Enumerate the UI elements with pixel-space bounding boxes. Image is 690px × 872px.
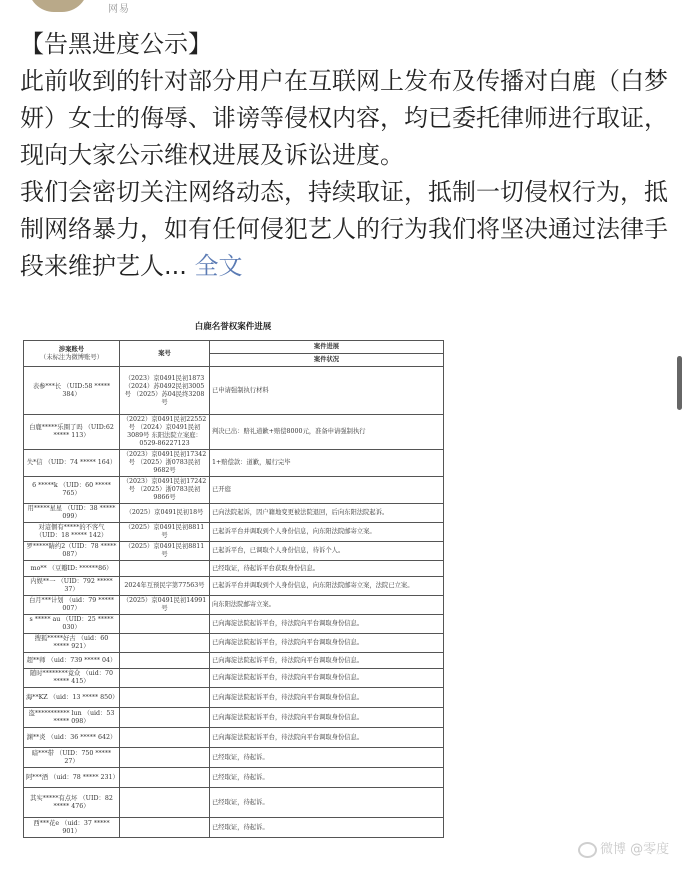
post-heading: 【告黑进度公示】	[20, 30, 212, 58]
caseno-cell	[120, 818, 210, 838]
caseno-cell	[120, 669, 210, 688]
caseno-cell: （2025）京0491民初14991号	[120, 596, 210, 615]
caseno-cell	[120, 788, 210, 818]
header-account: 涉案账号 （未标注为微博账号）	[24, 341, 120, 367]
table-row	[24, 367, 444, 415]
table-row	[24, 728, 444, 748]
table-row	[24, 768, 444, 788]
watermark: 微博 @零度	[578, 838, 669, 858]
caseno-cell: （2023）京0491民初17242号 （2025）浙0783民初9866号	[120, 477, 210, 504]
status-cell: 判决已出：赔礼道歉+赔偿8000元，准备申请强制执行	[210, 415, 444, 450]
table-row	[24, 669, 444, 688]
header-caseno: 案号	[120, 341, 210, 367]
table-row	[24, 450, 444, 477]
caseno-cell: （2025）京0491民初8811号	[120, 542, 210, 561]
caseno-cell	[120, 561, 210, 577]
header-progress: 案件进展	[210, 341, 444, 354]
caseno-cell	[120, 768, 210, 788]
table-row	[24, 688, 444, 708]
avatar[interactable]	[28, 0, 88, 12]
status-cell: 已经取证，待起诉。	[210, 788, 444, 818]
account-cell: 失*信 （UID：74 ***** 164）	[24, 450, 120, 477]
account-cell: 用*****星星 （UID：38 ***** 099）	[24, 504, 120, 523]
status-cell: 已向法院起诉，因户籍地变更被法院退回，后向东阳法院起诉。	[210, 504, 444, 523]
case-table	[23, 340, 444, 838]
table-row	[24, 504, 444, 523]
post-paragraph-1: 此前收到的针对部分用户在互联网上发布及传播对白鹿（白梦妍）女士的侮辱、诽谤等侵权内容，均已委托律师进行取证，现向大家公示维权进展及诉讼进度。	[20, 67, 668, 169]
author-name[interactable]: 网易	[108, 4, 130, 15]
table-row	[24, 596, 444, 615]
caseno-cell	[120, 634, 210, 653]
account-cell: 搜狐*****好古 （uid：60 ***** 921）	[24, 634, 120, 653]
caseno-cell	[120, 708, 210, 728]
status-cell: 已向海淀法院起诉平台，待法院向平台调取身份信息。	[210, 708, 444, 728]
account-cell: 超**师 （uid：739 ***** 04）	[24, 653, 120, 669]
header-status: 案件状况	[210, 354, 444, 367]
status-cell: 1+赔偿款：道歉，履行完毕	[210, 450, 444, 477]
post-paragraph-2-text: 我们会密切关注网络动态，持续取证，抵制一切侵权行为，抵制网络暴力，如有任何侵犯艺人的行为我们将坚决通过法律手段来维护艺人...	[20, 178, 668, 280]
table-row	[24, 577, 444, 596]
account-cell: 阿***酒 （uid：78 ***** 231）	[24, 768, 120, 788]
table-row	[24, 523, 444, 542]
expand-full-text-link[interactable]: 全文	[194, 252, 243, 280]
status-cell: 向东阳法院邮寄立案。	[210, 596, 444, 615]
caseno-cell: （2025）京0491民初18号	[120, 504, 210, 523]
caseno-cell	[120, 688, 210, 708]
status-cell: 已向海淀法院起诉平台，待法院向平台调取身份信息。	[210, 688, 444, 708]
account-cell: 白鹿*****乐圈了吗 （UID:62 ***** 113）	[24, 415, 120, 450]
caseno-cell: （2023）京0491民初17342号 （2025）浙0783民初9682号	[120, 450, 210, 477]
account-cell: 内娱**一 （UID：792 ***** 37）	[24, 577, 120, 596]
account-cell: 白月***计划 （uid：79 ***** 007）	[24, 596, 120, 615]
status-cell: 已经取证，待起诉。	[210, 748, 444, 768]
caseno-cell	[120, 615, 210, 634]
table-row	[24, 748, 444, 768]
status-cell: 已向海淀法院起诉平台，待法院向平台调取身份信息。	[210, 728, 444, 748]
status-cell: 已申请强制执行材料	[210, 367, 444, 415]
status-cell: 已向海淀法院起诉平台，待法院向平台调取身份信息。	[210, 669, 444, 688]
scrollbar[interactable]	[677, 356, 682, 410]
table-row	[24, 634, 444, 653]
table-row	[24, 818, 444, 838]
status-cell: 已向海淀法院起诉平台，待法院向平台调取身份信息。	[210, 653, 444, 669]
status-cell: 已经取证，待起诉。	[210, 818, 444, 838]
caseno-cell: 2024年互预民字第77563号	[120, 577, 210, 596]
account-cell: mo** （豆瓣ID: ******86）	[24, 561, 120, 577]
table-row	[24, 653, 444, 669]
account-cell: 随时********竟众 （uid：70 ***** 415）	[24, 669, 120, 688]
caseno-cell: （2025）京0491民初8811号	[120, 523, 210, 542]
status-cell: 已起诉平台并调取到个人身份信息，向东阳法院邮寄立案，法院已立案。	[210, 577, 444, 596]
caseno-cell	[120, 728, 210, 748]
account-cell: 暗***带 （UID：750 ***** 27）	[24, 748, 120, 768]
status-cell: 已经取证，待起诉。	[210, 768, 444, 788]
table-row	[24, 788, 444, 818]
account-cell: 表参***长 （UID:58 ***** 384）	[24, 367, 120, 415]
table-row	[24, 477, 444, 504]
table-row	[24, 615, 444, 634]
caseno-cell: （2022）京0491民初22552号 （2024）京0491民初3089号 东阳法院立案庭：0529-86227123	[120, 415, 210, 450]
post-paragraph-2	[20, 174, 670, 285]
status-cell: 已向海淀法院起诉平台，待法院向平台调取身份信息。	[210, 615, 444, 634]
caseno-cell	[120, 748, 210, 768]
document-title: 白鹿名誉权案件进展	[194, 322, 272, 332]
weibo-logo-icon	[578, 842, 597, 858]
status-cell: 已开庭	[210, 477, 444, 504]
account-cell: 盗*********** lun （uid：53 ***** 098）	[24, 708, 120, 728]
case-progress-image[interactable]	[18, 306, 448, 872]
account-cell: 罗*****睛约2（UID：78 ***** 087）	[24, 542, 120, 561]
account-cell: 其实*****有点坏 （UID：82 ***** 476）	[24, 788, 120, 818]
table-row	[24, 561, 444, 577]
account-cell: 西***花e （uid：37 ***** 901）	[24, 818, 120, 838]
post-text	[20, 26, 670, 285]
account-cell: 海**KZ （uid：13 ***** 850）	[24, 688, 120, 708]
account-cell: 对這個有*****的不客气 （UID：18 ***** 142）	[24, 523, 120, 542]
table-row	[24, 708, 444, 728]
caseno-cell: （2023）京0491民初1873 （2024）苏0492民初3005号 （2025）苏04民终3208号	[120, 367, 210, 415]
table-row	[24, 542, 444, 561]
status-cell: 已向海淀法院起诉平台，待法院向平台调取身份信息。	[210, 634, 444, 653]
caseno-cell	[120, 653, 210, 669]
table-row	[24, 415, 444, 450]
top-bar	[0, 0, 690, 18]
account-cell: 6 *****k （UID：60 ***** 765）	[24, 477, 120, 504]
status-cell: 已经取证，待起诉平台获取身份信息。	[210, 561, 444, 577]
status-cell: 已起诉平台，已调取个人身份信息，待诉个人。	[210, 542, 444, 561]
account-cell: 渊**炎 （uid：36 ***** 642）	[24, 728, 120, 748]
status-cell: 已起诉平台并调取到个人身份信息，向东阳法院邮寄立案。	[210, 523, 444, 542]
account-cell: s ***** au （UID：25 ***** 030）	[24, 615, 120, 634]
